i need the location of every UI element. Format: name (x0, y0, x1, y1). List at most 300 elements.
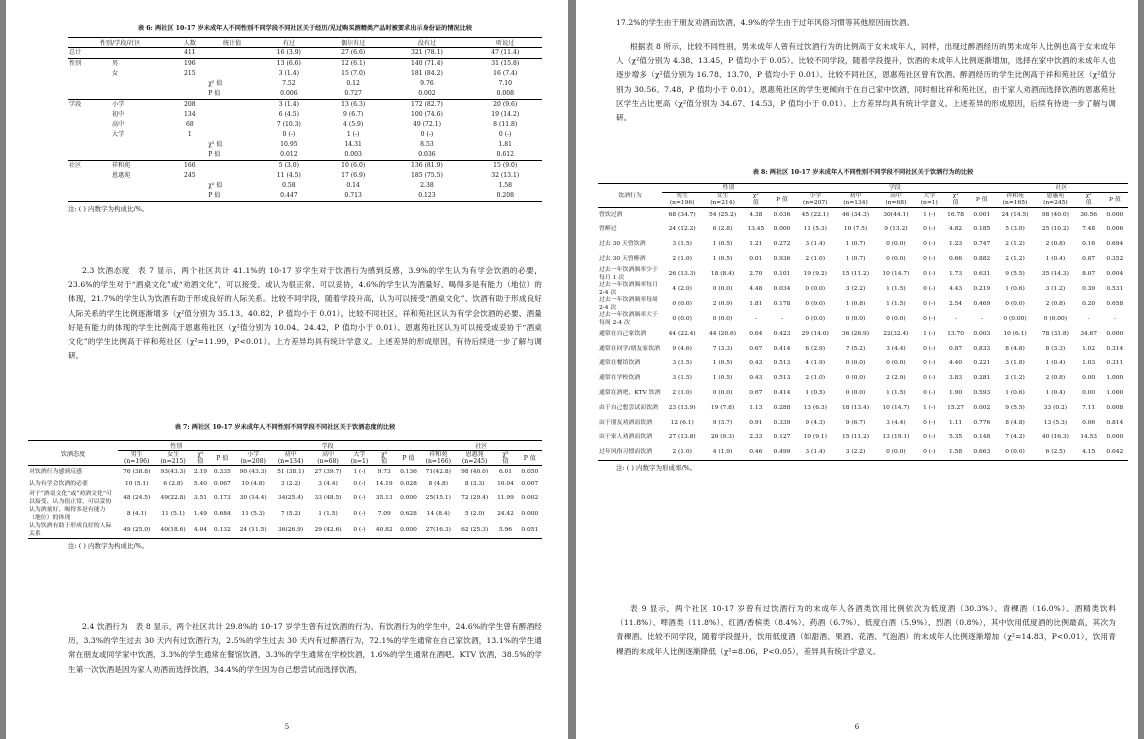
table-cell: 0.067 (213, 481, 231, 487)
table-cell: 2 (1.2) (1005, 256, 1025, 263)
table-cell: 2 (0.9) (712, 300, 733, 307)
table-cell: 过去一年饮酒频率少于每月 1 次 (599, 267, 658, 281)
table-cell: 3 (1.5) (672, 375, 692, 382)
table-cell: 1 (1.5) (886, 390, 906, 397)
table-cell: 0.002 (973, 404, 991, 411)
table-cell: 1.81 (749, 300, 763, 307)
table-cell: 12 (6.1) (670, 419, 694, 426)
table-cell: 23 (13.9) (668, 404, 696, 411)
table-cell: 0.219 (973, 285, 991, 292)
table-cell: 90 (43.3) (239, 469, 267, 475)
table-row (28, 522, 542, 539)
table-cell: 8 (4.8) (1005, 345, 1025, 352)
table-cell: 3 (4.4) (318, 481, 338, 487)
table-cell: 0.414 (773, 390, 791, 397)
table-cell: 245 (184, 172, 196, 179)
table-cell: 0 (-) (420, 131, 434, 138)
table-cell: 1.73 (949, 270, 963, 277)
table-cell: 0.67 (749, 345, 763, 352)
table-cell (68, 69, 111, 79)
table-cell: 2 (1.0) (805, 256, 825, 263)
table-8-caption: 表 8: 两社区 10-17 岁未成年人不同性别不同学段不同社区关于饮酒行为的比较 (752, 169, 974, 176)
table-cell: 0.663 (969, 446, 995, 461)
table-cell: 10 (14.7) (882, 270, 910, 277)
table-cell (111, 191, 172, 202)
table-cell: 0.036 (385, 150, 468, 161)
table-row (68, 161, 542, 172)
table-cell: 0.008 (468, 89, 542, 100)
table-cell: 0.000 (1106, 211, 1124, 218)
table-cell: 通常在自己家饮酒 (599, 330, 647, 337)
table-cell: 过年风俗习惯而饮酒 (598, 446, 662, 461)
table-row (598, 342, 1128, 357)
table-cell: 0.414 (773, 345, 791, 352)
table-cell: 5 (3.0) (1005, 226, 1025, 233)
table-row (68, 100, 542, 111)
table-cell: 0.034 (773, 285, 791, 292)
table-cell: 3 (2.2) (280, 481, 301, 487)
table-cell: 1.49 (193, 511, 207, 517)
table-cell (172, 150, 207, 161)
table-cell: 通常在酒吧、KTV 饮酒 (599, 390, 661, 397)
table-cell: 0.91 (749, 419, 763, 426)
table-cell: 78 (31.8) (1041, 330, 1069, 337)
table-cell: 24 (14.5) (1001, 211, 1029, 218)
table-row (68, 59, 542, 70)
table-cell: 8 (11.8) (493, 121, 518, 128)
table-subheader-cell: P 值 (210, 451, 234, 466)
table-cell: χ² 值 (208, 80, 223, 87)
table-header-cell: 统计值 (207, 38, 257, 48)
table-cell: 1 (1.5) (886, 300, 906, 307)
table-header-cell: 没有过 (385, 38, 468, 48)
table-cell: 0 (0.0) (805, 315, 825, 322)
table-cell: 对于“酒桌文化”或“劝酒文化”可以接受、认为很正常，可以妥协 (29, 491, 112, 505)
table-cell: 0.531 (1106, 285, 1124, 292)
table-cell: 0 (-) (923, 300, 936, 307)
table-cell: 19 (9.1) (803, 434, 827, 441)
table-cell: 由于朋友劝酒而饮酒 (599, 419, 653, 426)
table-row (28, 478, 542, 490)
table-cell: 24 (12.2) (668, 226, 696, 233)
table-cell: 13 (6.3) (341, 101, 366, 108)
table-cell: 0 (-) (916, 446, 942, 461)
table-cell: 93(43.3) (160, 469, 186, 475)
table-cell: 100 (74.6) (410, 111, 443, 118)
table-cell: 27(16.3) (421, 522, 456, 539)
table-cell: 68 (185, 121, 194, 128)
table-7-note: 注: ( ) 内数字为构成比/%。 (68, 542, 149, 550)
table-cell: 0.335 (213, 469, 231, 475)
table-cell: 0.006 (257, 89, 321, 100)
table-cell: 0 (0.00) (1003, 315, 1027, 322)
table-7 (28, 440, 542, 539)
table-cell: 22(32.4) (883, 330, 909, 337)
table-cell: 49 (72.1) (412, 121, 441, 128)
table-cell: 0.272 (773, 241, 791, 248)
table-cell: 15.27 (947, 404, 965, 411)
table-cell: 高中 (112, 121, 125, 128)
table-cell (111, 89, 172, 100)
table-cell: 1.81 (498, 141, 513, 148)
table-cell: 7 (5.2) (280, 511, 301, 517)
table-cell: 认为饮酒有助于形成良好的人际关系 (28, 522, 118, 539)
table-cell: 0 (-) (923, 270, 936, 277)
table-cell: 40.82 (372, 522, 396, 539)
table-cell: 16 (7.4) (493, 70, 518, 77)
table-cell: 0 (0.0) (672, 315, 692, 322)
table-cell: 5.35 (949, 434, 963, 441)
table-cell: 曾饮过酒 (599, 211, 623, 218)
table-cell: 4 (1.9) (805, 360, 825, 367)
table-cell: 47 (11.4) (468, 48, 542, 59)
table-row (598, 282, 1128, 297)
table-cell: 4.82 (949, 226, 963, 233)
table-cell: 1.000 (1106, 375, 1124, 382)
table-cell: 0 (-) (498, 131, 512, 138)
table-cell: 6 (2.8) (163, 481, 183, 487)
table-row (598, 401, 1128, 416)
table-6-note: 注: ( ) 内数字为构成比/%。 (68, 205, 149, 213)
table-cell: 1.000 (1106, 390, 1124, 397)
table-cell: 0.123 (385, 191, 468, 202)
table-subheader-cell: 高中 (n=68) (876, 193, 916, 208)
table-cell: 0.43 (749, 360, 763, 367)
table-cell: 恩惠苑 (112, 172, 131, 179)
table-row (68, 69, 542, 79)
table-cell: 1.13 (749, 404, 763, 411)
table-cell: 215 (184, 70, 196, 77)
table-cell: 19 (9.2) (803, 270, 827, 277)
table-cell: 0.314 (1106, 345, 1124, 352)
table-subheader-cell: 大学 (n=1) (347, 451, 372, 466)
table-cell: 1 (0.5) (805, 390, 825, 397)
table-cell: 通常在餐馆饮酒 (599, 360, 641, 367)
table-cell: 7 (5.2) (845, 345, 866, 352)
table-cell: 5 (2.0) (464, 511, 485, 517)
table-cell: 0.814 (1106, 419, 1124, 426)
table-cell (68, 171, 111, 181)
table-cell: 2 (0.8) (1045, 300, 1066, 307)
table-cell: 11 (4.5) (276, 172, 301, 179)
table-cell: 0.002 (385, 89, 468, 100)
table-cell: 认为有学会饮酒的必要 (29, 481, 88, 487)
table-cell: 6 (4.5) (278, 111, 299, 118)
table-subheader-cell: 祥和苑 (n=165) (995, 193, 1035, 208)
table-row (598, 252, 1128, 267)
table-9-paragraph: 表 9 显示，两个社区 10-17 岁曾有过饮酒行为的未成年人各酒类饮用比例依次为低度酒（30.3%）、青稞酒（16.0%）、酒精类饮料（11.8%）、啤酒类（11.8%）、红酒/香槟类（8.4%）、药酒（6.7%）、低度白酒（5.9%）、烈酒（0.8%），其中饮用低度酒的比例最高，其次为青稞酒。比较不同学段，随着学段提升，饮用低度酒（如甜酒、果酒、花酒、气泡酒）的未成年人比例逐渐增加（χ²=14.83，P<0.01），饮用青稞酒的未成年人比例逐渐降低（χ²=8.06，P<0.05），差异具有统计学意义。 (616, 604, 1116, 656)
table-row (598, 267, 1128, 282)
table-header-cell: 偶尔有过 (321, 38, 386, 48)
table-cell: 0 (0.0) (995, 446, 1035, 461)
table-cell: 0 (0.0) (805, 285, 825, 292)
table-subheader-cell: 高中 (n=68) (309, 451, 346, 466)
table-cell: 30(44.1) (883, 211, 909, 218)
table-cell: 29 (42.6) (309, 522, 346, 539)
table-cell: 18 (13.4) (842, 404, 870, 411)
table-cell (68, 150, 111, 161)
table-cell: 11 (5.3) (803, 226, 827, 233)
table-row (68, 79, 542, 89)
continued-paragraph: 17.2%的学生由于朋友劝酒而饮酒，4.9%的学生由于过年风俗习惯等其他原因而饮酒。 (616, 18, 915, 27)
table-cell: 48 (24.5) (123, 495, 151, 501)
table-cell: 10 (6.0) (341, 162, 366, 169)
table-cell: 9 (5.5) (1005, 404, 1025, 411)
table-cell: 0.000 (1106, 434, 1124, 441)
table-cell: 0.185 (973, 226, 991, 233)
table-cell: 4.43 (949, 285, 963, 292)
table-cell: 1 (187, 131, 192, 138)
table-cell (68, 89, 111, 100)
table-row (598, 238, 1128, 253)
table-cell: 0.513 (773, 375, 791, 382)
table-cell: 33 (0.2) (1043, 404, 1068, 411)
table-cell: 98 (40.0) (1041, 211, 1069, 218)
table-cell: 14.19 (375, 481, 393, 487)
table-subheader-cell: P 值 (1102, 193, 1128, 208)
table-cell: 1 (0.4) (1045, 390, 1066, 397)
table-cell: 16 (3.9) (257, 48, 321, 59)
table-cell: 3.83 (949, 375, 963, 382)
table-cell: 0.66 (949, 256, 963, 263)
table-cell: - (954, 315, 957, 322)
table-8 (598, 183, 1128, 461)
table-cell: 性别 (69, 60, 82, 67)
table-cell: 4 (1.9) (702, 446, 742, 461)
table-cell: 36 (26.9) (842, 330, 870, 337)
table-cell: 0.46 (743, 446, 769, 461)
table-cell: 0 (-) (353, 481, 366, 487)
table-cell: 0.003 (973, 330, 991, 337)
table-cell: 0.148 (973, 434, 991, 441)
table-cell: 0.423 (773, 330, 791, 337)
page-5 (6, 0, 568, 739)
table-cell: 51 (38.1) (277, 469, 305, 475)
table-cell: 由于家人劝酒而饮酒 (599, 434, 653, 441)
table-cell: 4.48 (749, 285, 763, 292)
table-cell: 0.694 (1106, 241, 1124, 248)
table-row (68, 171, 542, 181)
table-cell (207, 100, 257, 111)
table-cell: 过去 30 天曾饮酒 (599, 241, 646, 248)
table-8-analysis-paragraph: 根据表 8 所示，比较不同性别，男未成年人曾有过饮酒行为的比例高于女未成年人，同样，出现过醉酒经历的男未成年人比例也高于女未成年人（χ²值分别为 4.38、13.45，P 值均小于 0.05）。比较不同学段，随着学段提升，饮酒的未成年人比例逐渐增加，选择在家中饮酒的未成年人也逐步增多（χ²值分别为 16.78、13.70，P 值均小于 0.01）。比较不同社区，恩惠苑社区曾有饮酒、醉酒经历的学生比例高于祥和苑社区（χ²值分别为 30.56、7.48，P 值均小于 0.01），恩惠苑社区的学生更倾向于在自己家中饮酒，同时相比祥和苑社区，由于家人劝酒而选择饮酒的恩惠苑社区学生占比更高（χ²值分别为 34.67、14.53，P 值均小于 0.01）。上方差异均具有统计学意义。上述差异的形成原因，后续有待进一步了解与调研。 (616, 42, 1116, 123)
table-cell: 166 (184, 162, 196, 169)
table-cell: 认为酒量好、喝得多是有能力（地位）的体现 (29, 507, 106, 521)
table-row (598, 357, 1128, 372)
table-cell: 0.833 (973, 345, 991, 352)
table-cell: 3 (1.2) (1045, 285, 1066, 292)
table-cell (207, 171, 257, 181)
table-cell: 3.51 (193, 495, 207, 501)
table-cell: 1 (0.7) (845, 241, 866, 248)
table-row (68, 140, 542, 150)
table-cell: 9 (6.7) (343, 111, 364, 118)
table-cell: 34.67 (1080, 330, 1098, 337)
table-cell: 34(25.4) (278, 495, 304, 501)
table-cell: 27 (13.8) (668, 434, 696, 441)
table-header-cell: 听说过 (468, 38, 542, 48)
table-cell: 2 (1.0) (672, 390, 692, 397)
table-cell: 0 (0.0) (672, 300, 692, 307)
table-cell: 通常在学校饮酒 (599, 375, 641, 382)
table-cell: 24 (11.5) (234, 522, 271, 539)
table-subheader-cell: χ² 值 (943, 193, 969, 208)
table-cell: - (1113, 315, 1116, 322)
table-row (68, 181, 542, 191)
table-cell: 25(15.1) (425, 495, 451, 501)
table-cell (207, 69, 257, 79)
table-cell: 0.000 (521, 511, 539, 517)
table-cell: 0 (-) (923, 434, 936, 441)
table-cell: 13.70 (947, 330, 965, 337)
table-cell: 172 (82.7) (410, 101, 443, 108)
table-cell: 1 (0.7) (845, 256, 866, 263)
table-cell (68, 140, 111, 150)
table-cell: 12 (6.1) (341, 60, 366, 67)
table-cell: 27 (39.7) (314, 469, 342, 475)
table-header-cell: 性别/学段/社区 (68, 38, 172, 48)
table-cell: 14 (8.4) (426, 511, 450, 517)
table-cell: 4.40 (949, 360, 963, 367)
table-cell: 30 (14.4) (239, 495, 267, 501)
table-cell: 0 (0.0) (805, 300, 825, 307)
table-cell: 0 (0.0) (886, 256, 906, 263)
table-cell: 0.58 (282, 182, 296, 189)
table-cell: 0.000 (400, 495, 417, 501)
table-cell: 过去一年饮酒频率大于每周 2-4 次 (599, 312, 658, 326)
table-cell: 3 (1.4) (805, 241, 825, 248)
table-subheader-cell: P 值 (396, 451, 420, 466)
table-cell: 过去一年饮酒频率每月 2-4 次 (599, 282, 658, 296)
table-cell: 0.173 (213, 495, 231, 501)
table-cell: 0.631 (973, 270, 991, 277)
table-cell: 7.48 (1082, 226, 1096, 233)
table-cell: 14.31 (344, 141, 362, 148)
table-row (598, 312, 1128, 327)
table-cell (172, 79, 207, 89)
table-cell: 9 (3.7) (712, 419, 733, 426)
table-cell: 98 (40.0) (461, 469, 489, 475)
table-row (598, 386, 1128, 401)
table-cell: 1 (-) (346, 131, 360, 138)
table-cell: 20 (9.6) (493, 101, 518, 108)
table-row (68, 110, 542, 120)
table-subheader-cell: χ² 值 (1076, 193, 1102, 208)
table-cell: 0.87 (1082, 256, 1096, 263)
table-cell: 1 (0.5) (712, 256, 733, 263)
table-cell: 初中 (112, 111, 125, 118)
table-cell: 2 (1.2) (1005, 375, 1025, 382)
table-cell: 1.23 (949, 241, 963, 248)
table-cell: 0 (-) (923, 285, 936, 292)
table-cell: 136 (81.9) (410, 162, 443, 169)
table-cell: 13 (19.1) (882, 434, 910, 441)
table-cell: 社区 (69, 162, 82, 169)
table-cell: 1.21 (749, 241, 763, 248)
table-cell: 1.90 (949, 390, 963, 397)
table-cell: 7.11 (1082, 404, 1096, 411)
table-cell: 14.53 (1080, 434, 1098, 441)
table-cell: 0.06 (1082, 419, 1096, 426)
table-cell: 2 (1.0) (662, 446, 702, 461)
table-cell: 3 (2.2) (835, 446, 875, 461)
table-cell: 0.612 (468, 150, 542, 161)
table-cell: 0 (-) (923, 241, 936, 248)
table-subheader-cell: χ² 值 (191, 451, 210, 466)
table-group-header: 性别 (662, 184, 795, 193)
table-cell: 男 (112, 60, 119, 67)
table-row (68, 130, 542, 140)
table-cell: 1 (0.4) (1045, 256, 1066, 263)
table-header-cell: 人数 (172, 38, 207, 48)
table-cell: 10.04 (497, 481, 514, 487)
table-cell (172, 140, 207, 150)
table-cell: 0 (-) (353, 495, 366, 501)
table-cell: 72 (29.4) (461, 495, 489, 501)
table-cell: 0 (0.0) (876, 446, 916, 461)
table-cell: P 值 (207, 89, 257, 100)
table-cell: 0.936 (773, 256, 791, 263)
table-cell: 0 (0.0) (1005, 300, 1025, 307)
table-cell: P 值 (207, 191, 257, 202)
table-subheader-cell: χ² 值 (493, 451, 517, 466)
table-cell: 3 (1.5) (672, 241, 692, 248)
table-cell: 36(26.9) (272, 522, 309, 539)
table-cell: 6.01 (498, 469, 513, 475)
table-cell: 0.658 (1106, 300, 1124, 307)
table-cell (68, 130, 111, 140)
table-cell: 0 (-) (347, 522, 372, 539)
table-cell: 3 (1.4) (278, 101, 299, 108)
table-group-header: 社区 (421, 441, 542, 451)
table-cell: 8 (4.8) (1005, 419, 1025, 426)
table-cell: 5.40 (193, 481, 207, 487)
table-cell: 9.73 (377, 469, 391, 475)
table-cell: 0.87 (949, 345, 963, 352)
table-cell: 过去一年饮酒频率每周 2-4 次 (599, 297, 658, 311)
table-cell: 27 (6.6) (321, 48, 386, 59)
table-cell: χ² 值 (208, 141, 223, 148)
table-cell: 62 (25.3) (456, 522, 493, 539)
table-cell: 13 (5.3) (1043, 419, 1068, 426)
table-cell: 0.469 (973, 300, 991, 307)
table-cell: 9 (4.6) (672, 345, 692, 352)
table-cell: 7.09 (377, 511, 391, 517)
table-subheader-cell: 女生 (n=214) (702, 193, 742, 208)
table-cell: 女 (112, 70, 119, 77)
table-cell (68, 181, 111, 191)
table-cell: 4.38 (749, 211, 763, 218)
table-cell (207, 110, 257, 120)
table-cell: 0.713 (321, 191, 386, 202)
table-cell: 3 (4.4) (886, 419, 906, 426)
table-cell: - (754, 315, 757, 322)
table-cell: 1 (-) (923, 330, 936, 337)
table-cell: 46 (34.3) (842, 211, 870, 218)
table-cell (172, 191, 207, 202)
table-subheader-cell: 祥和苑 (n=166) (421, 451, 456, 466)
table-subheader-cell: P 值 (518, 451, 542, 466)
table-cell: 13 (6.6) (276, 60, 301, 67)
table-cell: 对饮酒行为感到反感 (29, 469, 83, 475)
section-2-4-paragraph: 2.4 饮酒行为 表 8 显示，两个社区共计 29.8%的 10-17 岁学生曾有过饮酒的行为。有饮酒行为的学生中，24.6%的学生曾有醉酒经历，3.3%的学生过去 30 天内有过饮酒行为，2.5%的学生过去 30 天内有过醉酒行为，72.1%的学生通常在自己家饮酒，13.1%的学生通常在朋友或同学家中饮酒，3.3%的学生通常在餐馆饮酒，3.3%的学生通常在学校饮酒，1.6%的学生通常在酒吧、KTV 饮酒，38.5%的学生第一次饮酒是因为家人劝酒而选择饮酒，34.4%的学生因为自己想尝试而选择饮酒， (68, 622, 542, 674)
table-cell: 17 (6.9) (341, 172, 366, 179)
table-cell: 0.593 (973, 390, 991, 397)
table-subheader-cell: 大学 (n=1) (916, 193, 942, 208)
table-cell: 0.281 (973, 375, 991, 382)
section-2-3-paragraph: 2.3 饮酒态度 表 7 显示，两个社区共计 41.1%的 10-17 岁学生对于饮酒行为感到反感，3.9%的学生认为有学会饮酒的必要，23.6%的学生对于“酒桌文化”或“劝酒文化”，可以接受、或认为很正常、可以妥协，4.6%的学生认为酒量好、喝得多是有能力（地位）的体现，21.7%的学生认为饮酒有助于形成良好的人际关系。比较不同学段，随着学段升高，认为可以接受“酒桌文化”、饮酒有助于形成良好人际关系的学生比例逐渐增多（χ²值分别为 35.13、40.82，P 值均小于 0.01）。比较不同社区，祥和苑社区认为有学会饮酒的必要、酒量好是有能力的体现的学生比例高于恩惠苑社区（χ²值分别为 10.04、24.42，P 值均小于 0.01）。恩惠苑社区认为可以接受或妥协于“酒桌文化”的学生比例高于祥和苑社区（χ²=11.99，P<0.01）。上方差异均具有统计学意义。上述差异的形成原因，有待后续进一步了解与调研。 (68, 266, 542, 361)
table-row (68, 120, 542, 130)
